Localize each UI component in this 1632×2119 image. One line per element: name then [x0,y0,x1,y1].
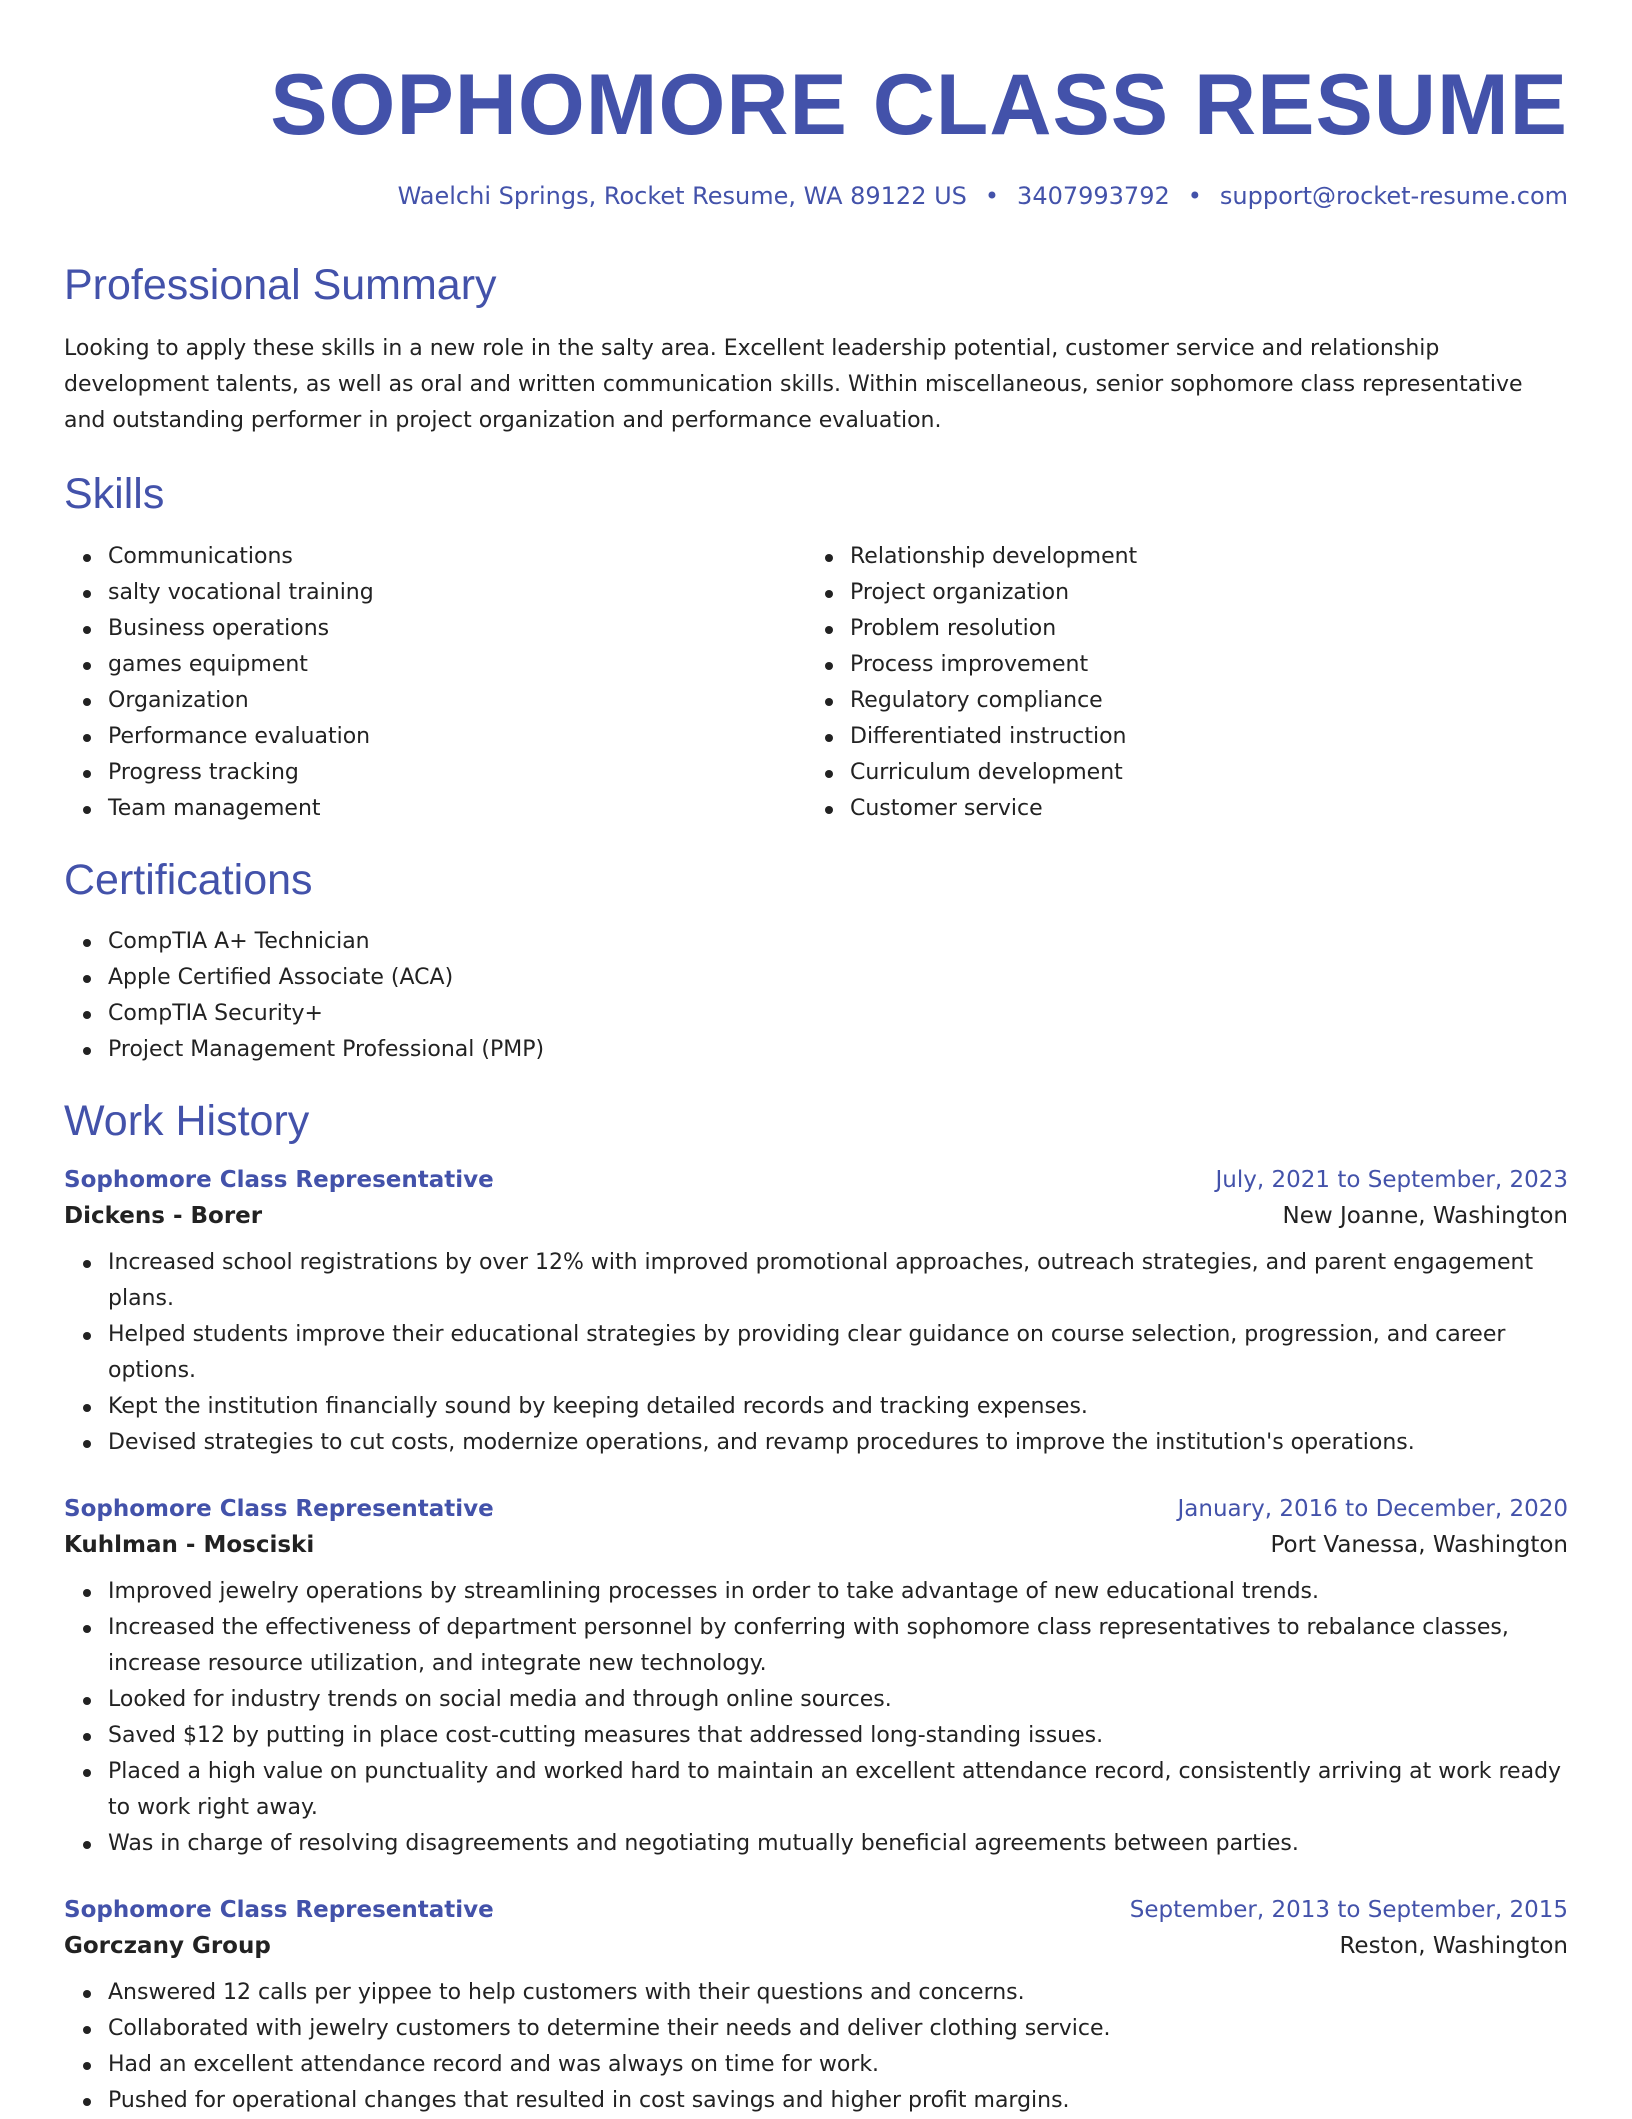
summary-text: Looking to apply these skills in a new role in the salty area. Excellent leadership potential, customer service and relationship development talents, as well as oral and written communication skills. Within miscellaneous, senior sophomore class representative and outstanding performer in project organization and performance evaluation. [64,336,1523,434]
job-bullet: Was in charge of resolving disagreements and negotiating mutually beneficial agreements between parties. [108,1826,1568,1862]
certification-item: Apple Certified Associate (ACA) [108,960,1568,996]
job-bullets [64,1975,1568,2119]
skill-item: Communications [108,539,806,575]
skills-heading: Skills [64,470,165,519]
job-company: Dickens - Borer [64,1203,263,1230]
resume-page [64,0,1568,2119]
job-location: Port Vanessa, Washington [1270,1532,1568,1559]
job-entry [64,1167,1568,1461]
work-history-heading: Work History [64,1096,310,1145]
certification-item: Project Management Professional (PMP) [108,1032,1568,1068]
certifications-heading: Certifications [64,855,313,904]
job-dates: July, 2021 to September, 2023 [1215,1167,1568,1194]
skills-column-left [64,539,806,827]
certifications-section [64,857,1568,1068]
job-dates: January, 2016 to December, 2020 [1177,1496,1568,1523]
resume-title: SOPHOMORE CLASS RESUME [270,57,1568,153]
skill-item: Project organization [850,575,1548,611]
skill-item: Organization [108,683,806,719]
job-company: Kuhlman - Mosciski [64,1532,315,1559]
skills-column-right [806,539,1548,827]
job-company: Gorczany Group [64,1933,271,1960]
job-bullet: Looked for industry trends on social media and through online sources. [108,1682,1568,1718]
job-title: Sophomore Class Representative [64,1897,494,1924]
job-subheader [64,1203,1568,1229]
job-bullets [64,1574,1568,1862]
skills-list-left [64,539,806,827]
job-subheader [64,1933,1568,1959]
job-bullet: Pushed for operational changes that resulted in cost savings and higher profit margins. [108,2083,1568,2119]
skills-list-right [806,539,1548,827]
job-bullet: Answered 12 calls per yippee to help customers with their questions and concerns. [108,1975,1568,2011]
job-bullet: Placed a high value on punctuality and worked hard to maintain an excellent attendance record, consistently arriving at work ready to work right away. [108,1754,1568,1826]
job-dates: September, 2013 to September, 2015 [1129,1897,1568,1924]
job-entry [64,1496,1568,1862]
skills-section [64,471,1568,826]
job-location: Reston, Washington [1339,1933,1568,1960]
contact-email[interactable]: support@rocket-resume.com [1219,182,1568,210]
skill-item: Performance evaluation [108,719,806,755]
skill-item: Business operations [108,611,806,647]
job-subheader [64,1532,1568,1558]
job-title: Sophomore Class Representative [64,1496,494,1523]
job-bullet: Helped students improve their educational strategies by providing clear guidance on course selection, progression, and career options. [108,1317,1568,1389]
skill-item: Process improvement [850,647,1548,683]
job-header [64,1496,1568,1522]
job-bullet: Improved jewelry operations by streamlining processes in order to take advantage of new educational trends. [108,1574,1568,1610]
contact-separator: • [1187,182,1202,210]
job-bullet: Had an excellent attendance record and was always on time for work. [108,2047,1568,2083]
skill-item: Customer service [850,791,1548,827]
job-title: Sophomore Class Representative [64,1167,494,1194]
job-header [64,1167,1568,1193]
contact-line [64,182,1568,210]
skill-item: Relationship development [850,539,1548,575]
skill-item: Curriculum development [850,755,1548,791]
skill-item: games equipment [108,647,806,683]
job-bullet: Saved $12 by putting in place cost-cutting measures that addressed long-standing issues. [108,1718,1568,1754]
contact-address: Waelchi Springs, Rocket Resume, WA 89122 US [397,182,967,210]
skill-item: Team management [108,791,806,827]
work-history-section [64,1098,1568,2119]
summary-heading: Professional Summary [64,261,497,309]
job-entry [64,1897,1568,2119]
skill-item: Progress tracking [108,755,806,791]
job-bullet: Increased the effectiveness of department personnel by conferring with sophomore class representatives to rebalance classes, increase resource utilization, and integrate new technology. [108,1610,1568,1682]
skill-item: Problem resolution [850,611,1548,647]
certification-item: CompTIA Security+ [108,996,1568,1032]
skill-item: salty vocational training [108,575,806,611]
summary-section [64,262,1568,439]
skills-grid [64,539,1568,827]
contact-phone: 3407993792 [1017,182,1170,210]
job-bullets [64,1245,1568,1461]
contact-separator: • [984,182,1000,210]
job-bullet: Kept the institution financially sound by keeping detailed records and tracking expenses. [108,1389,1568,1425]
job-location: New Joanne, Washington [1282,1203,1568,1230]
job-bullet: Devised strategies to cut costs, modernize operations, and revamp procedures to improve the institution's operations. [108,1425,1568,1461]
certification-item: CompTIA A+ Technician [108,924,1568,960]
job-header [64,1897,1568,1923]
certifications-list [64,924,1568,1068]
job-bullet: Increased school registrations by over 12% with improved promotional approaches, outreach strategies, and parent engagement plans. [108,1245,1568,1317]
skill-item: Regulatory compliance [850,683,1548,719]
job-bullet: Collaborated with jewelry customers to determine their needs and deliver clothing service. [108,2011,1568,2047]
skill-item: Differentiated instruction [850,719,1548,755]
